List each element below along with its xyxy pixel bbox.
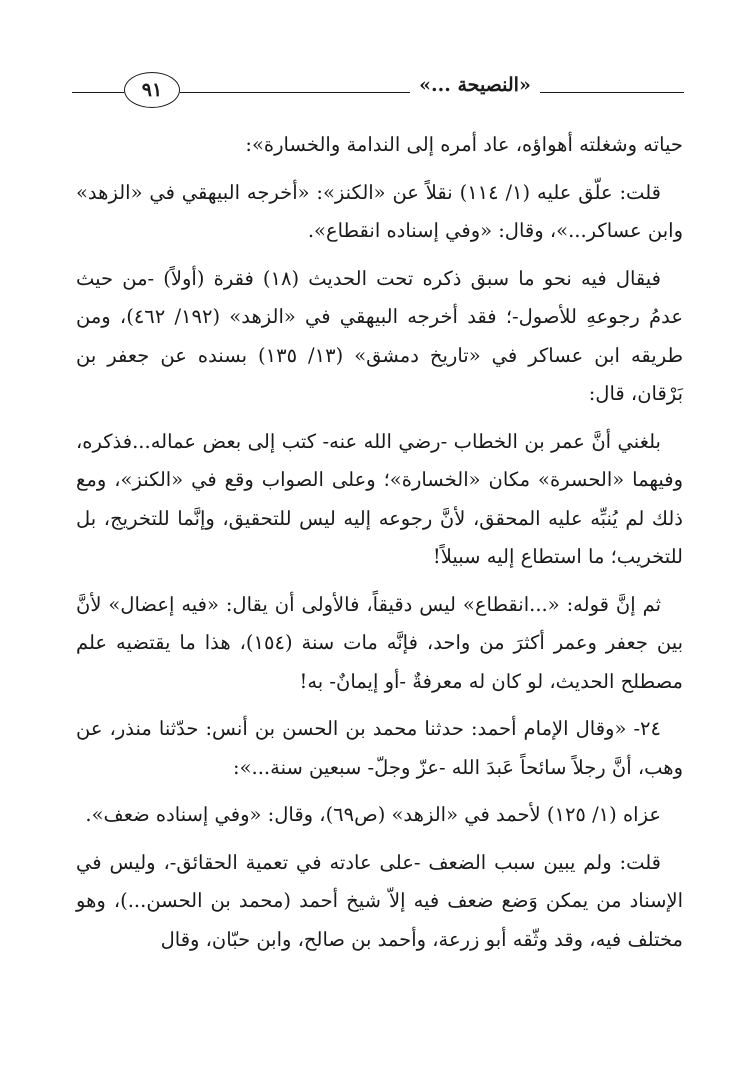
paragraph: فيقال فيه نحو ما سبق ذكره تحت الحديث (١٨) فقرة (أولاً) -من حيث عدمُ رجوعهِ للأصول-؛ فقد أخرجه البيهقي في «الزهد» (١٩٢/ ٤٦٢)، ومن طريقه ابن عساكر في «تاريخ دمشق» (١٣/ ١٣٥) بسنده عن جعفر بن بَرْقان، قال: <box>76 266 683 405</box>
running-title: «النصيحة ...» <box>419 74 531 96</box>
paragraph: حياته وشغلته أهواؤه، عاد أمره إلى الندامة والخسارة»: <box>245 133 683 156</box>
paragraph: قلت: علّق عليه (١/ ١١٤) نقلاً عن «الكنز»: «أخرجه البيهقي في «الزهد» وابن عساكر...»، وقال: «وفي إسناده انقطاع». <box>76 180 683 242</box>
header-rule-middle <box>180 92 410 93</box>
paragraph: عزاه (١/ ١٢٥) لأحمد في «الزهد» (ص٦٩)، وقال: «وفي إسناده ضعف». <box>85 803 661 826</box>
header-rule-left <box>72 92 124 93</box>
header-rule-right <box>540 92 684 93</box>
paragraph: بلغني أنَّ عمر بن الخطاب -رضي الله عنه- كتب إلى بعض عماله...فذكره، وفيهما «الحسرة» مكان «الخسارة»؛ وعلى الصواب وقع في «الكنز»، ومع ذلك لم يُنبِّه عليه المحقق، لأنَّ رجوعه إليه ليس للتحقيق، وإنَّما للتخريج، بل للتخريب؛ ما استطاع إليه سبيلاً! <box>76 429 683 568</box>
page-header <box>72 66 684 118</box>
page-number: ٩١ <box>124 72 180 108</box>
paragraph: قلت: ولم يبين سبب الضعف -على عادته في تعمية الحقائق-، وليس في الإسناد من يمكن وَضع ضعف فيه إلاّ شيخ أحمد (محمد بن الحسن...)، وهو مختلف فيه، وقد وثّقه أبو زرعة، وأحمد بن صالح، وابن حبّان، وقال <box>76 850 683 951</box>
paragraph: ثم إنَّ قوله: «...انقطاع» ليس دقيقاً، فالأولى أن يقال: «فيه إعضال» لأنَّ بين جعفر وعمر أكثرَ من واحد، فإنَّه مات سنة (١٥٤)، هذا ما يقتضيه علم مصطلح الحديث، لو كان له معرفةٌ -أو إيمانٌ- به! <box>76 592 684 693</box>
paragraph: ٢٤- «وقال الإمام أحمد: حدثنا محمد بن الحسن بن أنس: حدّثنا منذر، عن وهب، أنَّ رجلاً سائحاً عَبدَ الله -عزّ وجلّ- سبعين سنة...»: <box>76 717 683 779</box>
body-text <box>76 126 683 968</box>
